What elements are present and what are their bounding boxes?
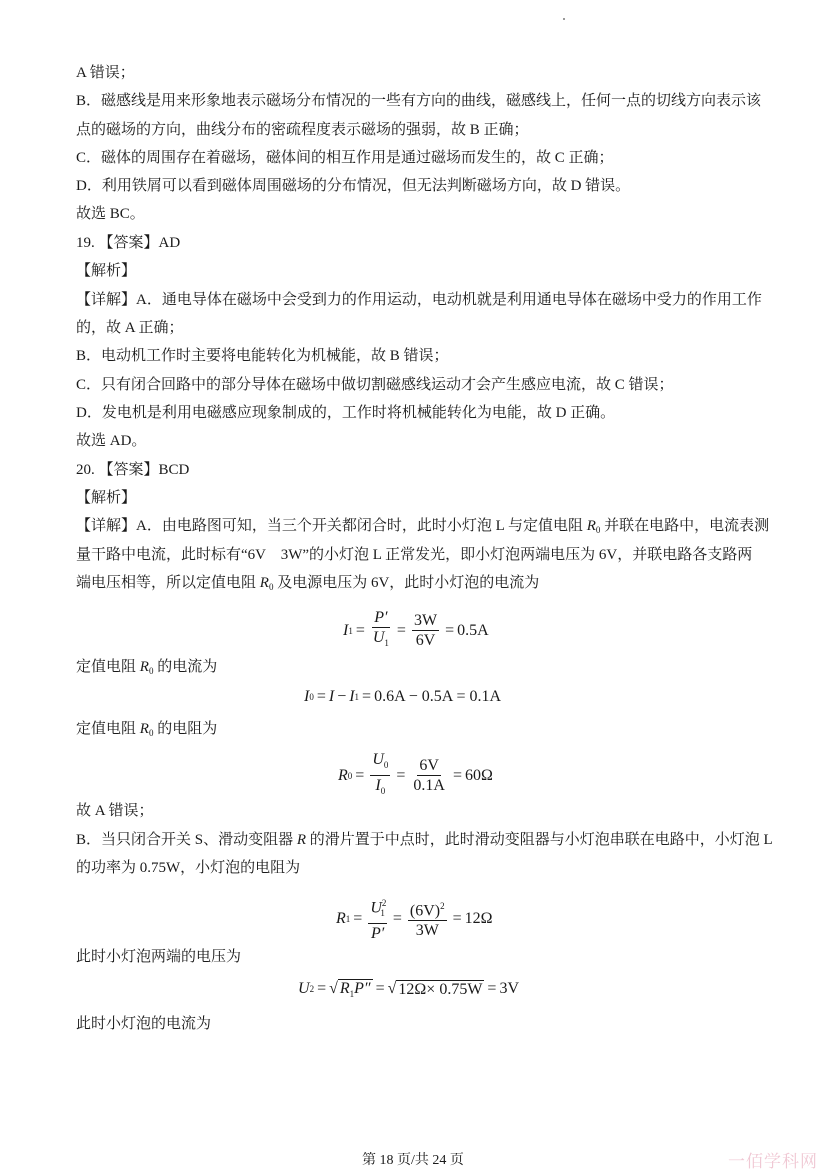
text-line: C．只有闭合回路中的部分导体在磁场中做切割磁感线运动才会产生感应电流，故 C 错误；: [76, 377, 674, 393]
text-line: B．磁感线是用来形象地表示磁场分布情况的一些有方向的曲线，磁感线上，任何一点的切线方向表示该: [76, 93, 762, 109]
text-line: 量干路中电流，此时标有“6V 3W”的小灯泡 L 正常发光，即小灯泡两端电压为 6V，并联电路各支路两: [76, 547, 753, 563]
text-line: 【详解】A．由电路图可知，当三个开关都闭合时，此时小灯泡 L 与定值电阻 $R_0$ 并联在电路中，电流表测: [76, 518, 770, 535]
text-line: 的功率为 0.75W，小灯泡的电阻为: [76, 860, 301, 876]
equation-u2: U 2 = √ $R_1P''$ = √ 12Ω× 0.75W = 3V: [298, 980, 520, 999]
watermark: 一佰学科网: [728, 1152, 818, 1172]
text-line: 定值电阻 $R_0$ 的电阻为: [76, 721, 218, 738]
text-line: 故选 AD。: [76, 433, 147, 449]
text-line: 此时小灯泡的电流为: [76, 1016, 212, 1032]
equation-r0: R 0 = $\frac{U_0}{I_0}$ = $\frac{6V}{0.1A}$ = 60Ω: [338, 751, 493, 796]
text-line: D．发电机是利用电磁感应现象制成的，工作时将机械能转化为电能，故 D 正确。: [76, 405, 616, 421]
text-line: 20. 【答案】BCD: [76, 462, 190, 478]
text-line: B．当只闭合开关 S、滑动变阻器 R 的滑片置于中点时，此时滑动变阻器与小灯泡串联在电路中，小灯泡 L: [76, 832, 773, 848]
equation-r1: R 1 = $\frac{U^2_1}{P'}$ = $\frac{(6V)^2}{3W}$ = 12Ω: [336, 894, 493, 943]
text-line: 19. 【答案】AD: [76, 235, 181, 251]
text-line: 【解析】: [76, 490, 137, 506]
text-line: 【解析】: [76, 263, 137, 279]
text-line: A 错误；: [76, 65, 135, 81]
speck: [563, 18, 565, 20]
text-line: B．电动机工作时主要将电能转化为机械能，故 B 错误；: [76, 348, 449, 364]
text-line: 端电压相等，所以定值电阻 $R_0$ 及电源电压为 6V，此时小灯泡的电流为: [76, 575, 540, 592]
text-line: C．磁体的周围存在着磁场，磁体间的相互作用是通过磁场而发生的，故 C 正确；: [76, 150, 614, 166]
text-line: 定值电阻 $R_0$ 的电流为: [76, 659, 218, 676]
text-line: 【详解】A．通电导体在磁场中会受到力的作用运动，电动机就是利用通电导体在磁场中受力的作用工作: [76, 292, 762, 308]
text-line: 点的磁场的方向，曲线分布的密疏程度表示磁场的强弱，故 B 正确；: [76, 122, 529, 138]
text-line: D．利用铁屑可以看到磁体周围磁场的分布情况，但无法判断磁场方向，故 D 错误。: [76, 178, 631, 194]
text-line: 故选 BC。: [76, 206, 145, 222]
text-line: 故 A 错误；: [76, 803, 154, 819]
equation-i1: I 1 = $\frac{P'}{U_1}$ = $\frac{3W}{6V}$ = 0.5A: [343, 609, 489, 649]
page-number: 第 18 页/共 24 页: [362, 1153, 464, 1168]
text-line: 此时小灯泡两端的电压为: [76, 949, 242, 965]
equation-i0: I 0 = I − I 1 = 0.6A − 0.5A = 0.1A: [304, 688, 502, 705]
text-line: 的，故 A 正确；: [76, 320, 184, 336]
